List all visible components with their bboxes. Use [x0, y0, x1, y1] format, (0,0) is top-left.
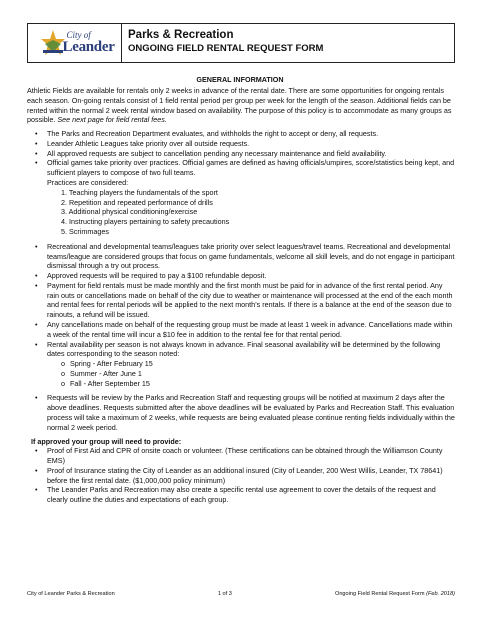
list-item-text: Payment for field rentals must be made monthly and the first month must be paid for in advance of the first rental period. Any rain outs or cancellations made on behalf of the city due to weather or maintenance will processed at the end of the each month and rental fees for rental periods will be applied to the next month’s rentals. If there is a balance at the end of the season due to rainouts, a refund will be issued.	[47, 280, 453, 320]
list-item: • Payment for field rentals must be made monthly and the first month must be paid for in advance of the first rental period. Any rain outs or cancellations made on behalf of the city due to weather or maintenance will processed at the end of the each month and rental fees for rental periods will be applied to the next month’s rentals. If there is a balance at the end of the season due to rainouts, a refund will be issued.	[35, 280, 453, 320]
practice-item: 1. Teaching players the fundamentals of the sport	[61, 187, 218, 197]
season-text: Spring - After February 15	[70, 359, 153, 369]
practice-item: 2. Repetition and repeated performance of drills	[61, 197, 213, 207]
logo-city-text: City of	[66, 30, 91, 40]
practice-item: 5. Scrimmages	[61, 226, 109, 236]
logo-leander-text: Leander	[62, 39, 115, 55]
list-item: • Requests will be review by the Parks and Recreation Staff and requesting groups will be notified at maximum 2 days after the above deadlines. Requests submitted after the above deadlines will be evaluated by Parks and Recreation Staff. This evaluation process will take a maximum of 2 weeks, while requests are being evaluated please continue renting fields individually within the normal 2 week period.	[35, 393, 455, 432]
policy-list-a	[35, 129, 455, 237]
list-item: • Recreational and developmental teams/leagues take priority over select leagues/travel teams. Recreational and developmental teams/league are considered groups that focus on game fundamentals, welcome all skill levels, and do not engage in participant dismissal through a try out process.	[35, 241, 455, 271]
form-title: ONGOING FIELD RENTAL REQUEST FORM	[128, 42, 324, 54]
list-item: • Approved requests will be required to pay a $100 refundable deposit.	[35, 271, 267, 281]
practices-list	[61, 188, 455, 237]
page-number: 1 of 3	[217, 591, 232, 597]
season-text: Summer - After June 1	[70, 368, 142, 378]
season-item: o Summer - After June 1	[61, 368, 142, 378]
list-item-text: Proof of First Aid and CPR of onsite coach or volunteer. (These certifications can be obtained through the Williamson County EMS)	[47, 446, 443, 466]
requirements-list	[35, 446, 455, 505]
see-next-page-note: See next page for field rental fees.	[57, 115, 167, 125]
page-footer	[27, 591, 455, 599]
form-department-title: Parks & Recreation	[128, 29, 234, 41]
intro-paragraph	[27, 86, 455, 125]
policy-list-b	[35, 242, 455, 389]
season-text: Fall - After September 15	[70, 378, 150, 388]
list-item-text: Proof of Insurance stating the City of Leander as an additional insured (City of Leander, 200 West Willis, Leander, TX 78641) before the first rental date. ($1,000,000 policy minimum)	[47, 465, 443, 485]
list-item-text: Approved requests will be required to pay a $100 refundable deposit.	[47, 271, 267, 281]
list-item: • All approved requests are subject to cancellation pending any necessary maintenance and field availability.	[35, 148, 387, 158]
list-item-text: Official games take priority over practices. Official games are defined as having officials/umpires, score/statistics being kept, and sufficient players to compose of two full teams.	[47, 158, 455, 178]
footer-left: City of Leander Parks & Recreation	[27, 591, 115, 597]
season-item: o Spring - After February 15	[61, 359, 153, 369]
list-item: • Rental availability per season is not always known in advance. Final seasonal availability will be determined by the following dates corresponding to the season noted: o Spring - After February 15 o Summer - After June 1 o Fall - After September 15	[35, 340, 455, 389]
footer-date: (Feb. 2018)	[426, 591, 455, 597]
intro-text: Athletic Fields are available for rentals only 2 weeks in advance of the rental date. There are some opportunities for ongoing rentals each season. On-going rentals consist of 1 field rental period per group per week for the length of the season. Additional fields can be rented within the normal 2 week rental window based on availability. The purpose of this policy is to accommodate as many groups as possible.	[27, 86, 452, 125]
header-table	[27, 23, 455, 63]
list-item-text: Any cancellations made on behalf of the requesting group must be made at least 1 week in advance. Cancellations made within a week of the rental time will incur a $10 fee in addition to the rental fee for that rental period.	[47, 319, 453, 339]
list-item-text: Recreational and developmental teams/leagues take priority over select leagues/travel teams. Recreational and developmental teams/league are considered groups that focus on game fundamentals, welcome all skill levels, and do not engage in participant dismissal through a try out process.	[47, 241, 455, 271]
logo-cell	[28, 24, 122, 62]
star-icon	[41, 28, 65, 58]
list-item: • Any cancellations made on behalf of the requesting group must be made at least 1 week in advance. Cancellations made within a week of the rental time will incur a $10 fee in addition to the rental fee for that rental period.	[35, 319, 453, 339]
list-item-text: The Leander Parks and Recreation may also create a specific rental use agreement to cover the details of the request and clearly outline the duties and expectations of each group.	[47, 485, 436, 505]
list-item: • Official games take priority over practices. Official games are defined as having officials/umpires, score/statistics being kept, and sufficient players to compose of two full teams. Practices are considered: 1. Teaching players the fundamentals of the sport 2. Repetition and repeated performance of drills 3. Additional physical conditioning/exercise 4. Instructing players pertaining to safety precautions 5. Scrimmages	[35, 158, 455, 236]
list-item-text: Requests will be review by the Parks and Recreation Staff and requesting groups will be notified at maximum 2 days after the above deadlines. Requests submitted after the above deadlines will be evaluated by Parks and Recreation Staff. This evaluation process will take a maximum of 2 weeks, while requests are being evaluated please continue renting fields individually within the normal 2 week period.	[47, 393, 455, 432]
section-title: GENERAL INFORMATION	[196, 75, 284, 84]
list-item: • Proof of Insurance stating the City of Leander as an additional insured (City of Leander, 200 West Willis, Leander, TX 78641) before the first rental date. ($1,000,000 policy minimum)	[35, 465, 443, 485]
title-cell	[122, 24, 329, 62]
practices-label: Practices are considered:	[47, 178, 129, 188]
list-item-text: All approved requests are subject to cancellation pending any necessary maintenance and field availability.	[47, 148, 387, 158]
season-item: o Fall - After September 15	[61, 378, 150, 388]
practice-item: 4. Instructing players pertaining to safety precautions	[61, 217, 230, 227]
seasons-list	[61, 359, 455, 388]
list-item: • The Leander Parks and Recreation may also create a specific rental use agreement to cover the details of the request and clearly outline the duties and expectations of each group.	[35, 485, 436, 505]
footer-form-name: Ongoing Field Rental Request Form	[334, 591, 425, 597]
list-item-text: Rental availability per season is not always known in advance. Final seasonal availability will be determined by the following dates corresponding to the season noted:	[47, 339, 441, 359]
practice-item: 3. Additional physical conditioning/exercise	[61, 207, 198, 217]
city-logo	[41, 28, 115, 58]
list-item-text: Leander Athletic Leagues take priority over all outside requests.	[47, 138, 250, 148]
document-body	[27, 86, 455, 505]
list-item: • The Parks and Recreation Department evaluates, and withholds the right to accept or deny, all requests.	[35, 129, 379, 139]
list-item-text: The Parks and Recreation Department evaluates, and withholds the right to accept or deny, all requests.	[47, 129, 379, 139]
approved-requirements-heading: If approved your group will need to provide:	[31, 436, 182, 446]
footer-right	[335, 591, 455, 599]
policy-list-c	[35, 393, 455, 432]
list-item: • Leander Athletic Leagues take priority over all outside requests.	[35, 138, 250, 148]
list-item: • Proof of First Aid and CPR of onsite coach or volunteer. (These certifications can be obtained through the Williamson County EMS)	[35, 446, 443, 466]
